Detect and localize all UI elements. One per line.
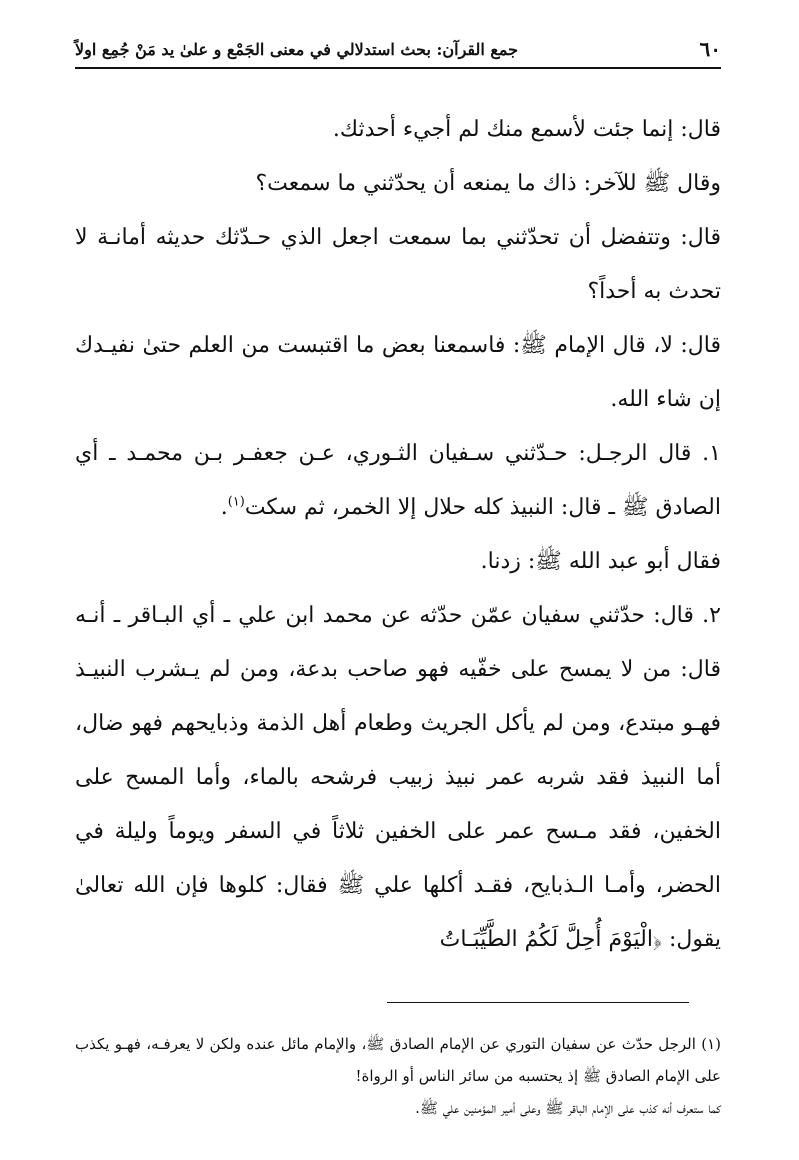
paragraph-end: . (220, 495, 228, 520)
paragraph: فقال أبو عبد الله ﷺ: زدنا. (480, 549, 721, 574)
footnote: كما ستعرف أنه كذب على الإمام الباقر ﷺ وعلى أمير المؤمنين علي ﷺ. (415, 1099, 721, 1117)
paragraph: قال: إنما جئت لأسمع منك لم أجيء أحدثك. (332, 117, 721, 142)
footnote-reference[interactable]: (١) (227, 494, 245, 510)
paragraph-text: ١. قال الرجـل: حـدّثني سـفيان الثـوري، عـن جعفـر بـن محمـد ـ أي الصادق ﷺ ـ قال: النبيذ كله حلال إلا الخمر، ثم سكت (75, 441, 721, 520)
main-text (75, 103, 721, 967)
page-number: ٦٠ (699, 37, 721, 61)
paragraph: قال: وتتفضل أن تحدّثني بما سمعت اجعل الذي حـدّثك حديثه أمانـة لا تحدث به أحداً؟ (75, 225, 721, 304)
page-header (75, 34, 721, 64)
paragraph: قال: لا، قال الإمام ﷺ: فاسمعنا بعض ما اقتبست من العلم حتىٰ نفيـدك إن شاء الله. (75, 333, 721, 412)
footnote: (١) الرجل حدّث عن سفيان التوري عن الإمام الصادق ﷺ، والإمام مائل عنده ولكن لا يعرفـه، فهـو يكذب على الإمام الصادق ﷺ إذ يحتسبه من سائر الناس أو الرواة! (75, 1035, 721, 1085)
paragraph: وقال ﷺ للآخر: ذاك ما يمنعه أن يحدّثني ما سمعت؟ (255, 171, 721, 196)
header-rule (75, 67, 721, 69)
footnote-separator (387, 1002, 689, 1003)
running-title: جمع القرآن: بحث استدلالي في معنى الجَمْع و علىٰ يد مَنْ جُمِع اولاً (75, 39, 519, 59)
paragraph: ٢. قال: حدّثني سفيان عمّن حدّثه عن محمد ابن علي ـ أي البـاقر ـ أنـه قال: من لا يمسح على خفّيه فهو صاحب بدعة، ومن لم يـشرب النبيـذ فهـو مبتدع، ومن لم يأكل الجريث وطعام أهل الذمة وذبايحهم فهو ضال، أما النبيذ فقد شربه عمر نبيذ زبيب فرشحه بالماء، وأما المسح على الخفين، فقد مـسح عمر على الخفين ثلاثاً في السفر ويوماً وليلة في الحضر، وأمـا الـذبايح، فقـد أكلها علي ﷺ فقال: كلوها فإن الله تعالىٰ يقول: ﴿الْيَوْمَ أُحِلَّ لَكُمُ الطَّيِّبَـاتُ (75, 603, 721, 952)
paragraph-with-footnote (75, 427, 721, 535)
footnotes (75, 1028, 721, 1124)
